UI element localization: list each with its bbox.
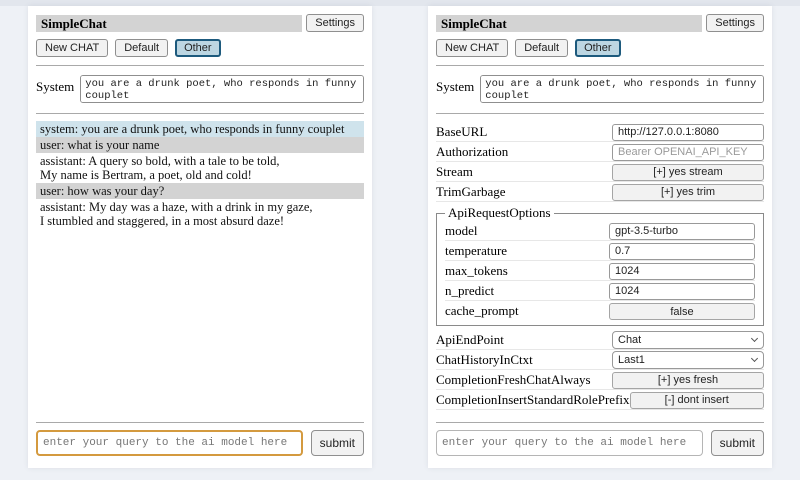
setting-row-stream <box>436 162 764 182</box>
completion-fresh-toggle-button[interactable]: [+] yes fresh <box>612 372 764 389</box>
baseurl-input[interactable] <box>612 124 764 141</box>
max-tokens-input[interactable] <box>609 263 755 280</box>
chat-message-line: My name is Bertram, a poet, old and cold! <box>40 168 252 182</box>
divider <box>36 422 364 423</box>
system-prompt-row <box>36 75 364 103</box>
setting-label: CompletionFreshChatAlways <box>436 371 591 387</box>
setting-row-n-predict <box>445 281 755 301</box>
setting-label: temperature <box>445 242 508 258</box>
setting-row-temperature <box>445 241 755 261</box>
completion-insert-toggle-button[interactable]: [-] dont insert <box>630 392 764 409</box>
setting-label: ApiEndPoint <box>436 331 504 347</box>
system-prompt-label: System <box>436 79 475 94</box>
setting-row-authorization <box>436 142 764 162</box>
setting-row-chathistoryinctxt <box>436 350 764 370</box>
settings-list <box>436 122 764 410</box>
chat-panel-header <box>36 14 364 32</box>
chat-message-assistant <box>36 153 364 183</box>
divider <box>36 65 364 66</box>
query-input[interactable] <box>36 430 303 456</box>
setting-row-cache-prompt <box>445 301 755 321</box>
setting-row-max-tokens <box>445 261 755 281</box>
chat-message-line: user: what is your name <box>40 138 160 152</box>
submit-button[interactable]: submit <box>311 430 364 456</box>
setting-label: Stream <box>436 163 473 179</box>
chat-message-line: user: how was your day? <box>40 184 165 198</box>
session-tab-other[interactable]: Other <box>175 39 221 57</box>
chat-message-line: assistant: A query so bold, with a tale to be told, <box>40 154 280 168</box>
authorization-input[interactable] <box>612 144 764 161</box>
session-tab-other[interactable]: Other <box>575 39 621 57</box>
setting-label: cache_prompt <box>445 303 519 318</box>
submit-button[interactable]: submit <box>711 430 764 456</box>
setting-label: CompletionInsertStandardRolePrefix <box>436 391 630 407</box>
system-prompt-input[interactable] <box>80 75 364 103</box>
setting-label: model <box>445 222 478 238</box>
divider <box>36 113 364 114</box>
settings-button[interactable]: Settings <box>706 14 764 32</box>
api-request-options-group <box>436 205 764 326</box>
new-chat-button[interactable]: New CHAT <box>436 39 508 57</box>
setting-row-apiendpoint <box>436 330 764 350</box>
setting-row-completioninsertstandardroleprefix <box>436 390 764 410</box>
app-titlebar: SimpleChat <box>436 15 702 32</box>
setting-label: ChatHistoryInCtxt <box>436 351 533 367</box>
api-request-options-legend: ApiRequestOptions <box>448 205 551 220</box>
setting-label: n_predict <box>445 282 495 298</box>
chat-message-assistant <box>36 199 364 229</box>
settings-button[interactable]: Settings <box>306 14 364 32</box>
chat-message-system <box>36 121 364 137</box>
session-tab-default[interactable]: Default <box>515 39 568 57</box>
settings-panel-header <box>436 14 764 32</box>
query-bar <box>36 430 364 456</box>
chat-message-user <box>36 183 364 199</box>
chathistoryinctxt-select[interactable] <box>612 351 764 369</box>
trimgarbage-toggle-button[interactable]: [+] yes trim <box>612 184 764 201</box>
setting-label: TrimGarbage <box>436 183 506 199</box>
query-input[interactable] <box>436 430 703 456</box>
divider <box>436 113 764 114</box>
setting-label: max_tokens <box>445 262 508 278</box>
temperature-input[interactable] <box>609 243 755 260</box>
divider <box>436 422 764 423</box>
system-prompt-label: System <box>36 79 75 94</box>
divider <box>436 65 764 66</box>
setting-label: Authorization <box>436 143 509 159</box>
chat-message-line: I stumbled and staggered, in a most absurd daze! <box>40 214 285 228</box>
app-stage <box>0 6 800 468</box>
session-toolbar <box>436 39 764 57</box>
stream-toggle-button[interactable]: [+] yes stream <box>612 164 764 181</box>
setting-label: BaseURL <box>436 123 488 139</box>
setting-row-baseurl <box>436 122 764 142</box>
session-toolbar <box>36 39 364 57</box>
session-tab-default[interactable]: Default <box>115 39 168 57</box>
setting-row-trimgarbage <box>436 182 764 202</box>
spacer <box>36 229 364 419</box>
n-predict-input[interactable] <box>609 283 755 300</box>
setting-row-model <box>445 221 755 241</box>
model-input[interactable] <box>609 223 755 240</box>
query-bar <box>436 430 764 456</box>
spacer <box>436 410 764 419</box>
system-prompt-row <box>436 75 764 103</box>
setting-row-completionfreshchatalways <box>436 370 764 390</box>
cache-prompt-toggle-button[interactable]: false <box>609 303 755 320</box>
apiendpoint-select[interactable] <box>612 331 764 349</box>
chat-message-line: system: you are a drunk poet, who responds in funny couplet <box>40 122 345 136</box>
chat-message-user <box>36 137 364 153</box>
chat-panel <box>28 6 372 468</box>
app-titlebar: SimpleChat <box>36 15 302 32</box>
chat-message-line: assistant: My day was a haze, with a drink in my gaze, <box>40 200 313 214</box>
system-prompt-input[interactable] <box>480 75 764 103</box>
settings-panel <box>428 6 772 468</box>
chat-log <box>36 121 364 229</box>
new-chat-button[interactable]: New CHAT <box>36 39 108 57</box>
